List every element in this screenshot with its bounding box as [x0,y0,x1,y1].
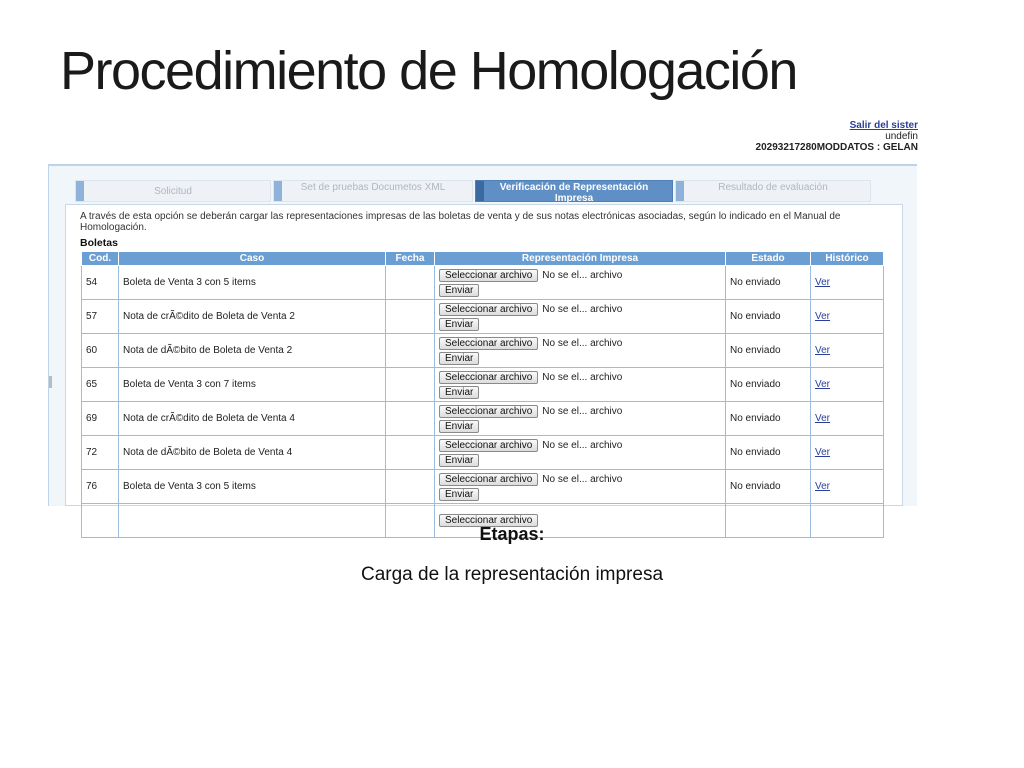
send-button[interactable]: Enviar [439,352,479,365]
select-file-button[interactable]: Seleccionar archivo [439,371,538,384]
cell-estado: No enviado [726,402,811,436]
caption-heading: Etapas: [479,524,545,544]
select-file-button[interactable]: Seleccionar archivo [439,439,538,452]
send-button[interactable]: Enviar [439,420,479,433]
tab-verificacion[interactable] [475,180,673,202]
cell-cod: 60 [82,334,119,368]
session-line: undefin [885,131,918,142]
tab-solicitud[interactable] [75,180,271,202]
tab-resultado[interactable] [675,180,871,202]
ver-link[interactable]: Ver [815,447,831,458]
select-file-button[interactable]: Seleccionar archivo [439,473,538,486]
select-file-button[interactable]: Seleccionar archivo [439,303,538,316]
header-caso: Caso [119,252,386,266]
tab-label: Set de pruebas Documetos XML [300,182,446,193]
embedded-screenshot [48,118,918,526]
cell-estado: No enviado [726,368,811,402]
table-row [82,402,884,436]
select-file-button[interactable]: Seleccionar archivo [439,405,538,418]
cell-upload [435,402,726,436]
cell-caso: Boleta de Venta 3 con 7 items [119,368,386,402]
cell-caso: Nota de dÃ©bito de Boleta de Venta 2 [119,334,386,368]
cell-upload [435,368,726,402]
header-estado: Estado [726,252,811,266]
table-row [82,368,884,402]
table-row [82,470,884,504]
app-frame [48,164,917,526]
no-file-label: No se el... archivo [542,405,623,417]
cell-fecha [386,334,435,368]
tab-label: Verificación de Representación Impresa [499,182,649,204]
table-row [82,334,884,368]
table-row [82,266,884,300]
section-title: Boletas [80,237,118,249]
table-header-row [82,252,884,266]
cell-fecha [386,266,435,300]
cell-cod: 69 [82,402,119,436]
cell-caso: Boleta de Venta 3 con 5 items [119,470,386,504]
content-panel [65,204,903,526]
cell-estado: No enviado [726,300,811,334]
cell-estado: No enviado [726,470,811,504]
cell-cod: 76 [82,470,119,504]
cell-caso: Nota de crÃ©dito de Boleta de Venta 2 [119,300,386,334]
send-button[interactable]: Enviar [439,386,479,399]
cell-fecha [386,368,435,402]
cell-cod: 54 [82,266,119,300]
send-button[interactable]: Enviar [439,488,479,501]
cell-cod: 57 [82,300,119,334]
no-file-label: No se el... archivo [542,337,623,349]
cell-upload [435,334,726,368]
ver-link[interactable]: Ver [815,413,831,424]
header-fecha: Fecha [386,252,435,266]
cell-cod: 72 [82,436,119,470]
ver-link[interactable]: Ver [815,311,831,322]
cell-estado: No enviado [726,266,811,300]
cell-upload [435,266,726,300]
cell-fecha [386,436,435,470]
select-file-button[interactable]: Seleccionar archivo [439,337,538,350]
intro-text: A través de esta opción se deberán cargar las representaciones impresas de las boletas de venta y de sus notas electrónicas asociadas, según lo indicado en el Manual de Homologación. [80,211,841,233]
cell-upload [435,436,726,470]
cell-caso: Nota de dÃ©bito de Boleta de Venta 4 [119,436,386,470]
no-file-label: No se el... archivo [542,371,623,383]
table-row [82,436,884,470]
cell-upload [435,300,726,334]
caption-text: Carga de la representación impresa [360,564,664,585]
header-cod: Cod. [82,252,119,266]
tab-label: Solicitud [154,186,192,197]
ver-link[interactable]: Ver [815,481,831,492]
session-info [756,120,918,153]
cell-caso: Nota de crÃ©dito de Boleta de Venta 4 [119,402,386,436]
ver-link[interactable]: Ver [815,277,831,288]
boletas-table [81,251,884,538]
no-file-label: No se el... archivo [542,473,623,485]
step-tabs [75,180,875,202]
no-file-label: No se el... archivo [542,269,623,281]
resize-handle[interactable] [49,376,52,388]
send-button[interactable]: Enviar [439,454,479,467]
tab-label: Resultado de evaluación [718,182,828,193]
header-representacion: Representación Impresa [435,252,726,266]
cell-upload [435,470,726,504]
ver-link[interactable]: Ver [815,379,831,390]
send-button[interactable]: Enviar [439,284,479,297]
cell-caso: Boleta de Venta 3 con 5 items [119,266,386,300]
cell-estado: No enviado [726,436,811,470]
header-historico: Histórico [811,252,884,266]
no-file-label: No se el... archivo [542,303,623,315]
ver-link[interactable]: Ver [815,345,831,356]
cell-fecha [386,402,435,436]
no-file-label: No se el... archivo [542,439,623,451]
select-file-button[interactable]: Seleccionar archivo [439,514,538,527]
cell-fecha [386,470,435,504]
logout-link[interactable]: Salir del sister [849,120,918,131]
tab-set-de-pruebas[interactable] [273,180,473,202]
cell-fecha [386,300,435,334]
select-file-button[interactable]: Seleccionar archivo [439,269,538,282]
cell-estado: No enviado [726,334,811,368]
send-button[interactable]: Enviar [439,318,479,331]
cell-cod: 65 [82,368,119,402]
slide-title: Procedimiento de Homologación [60,41,797,101]
user-id: 20293217280MODDATOS : GELAN [755,142,918,153]
table-row [82,300,884,334]
